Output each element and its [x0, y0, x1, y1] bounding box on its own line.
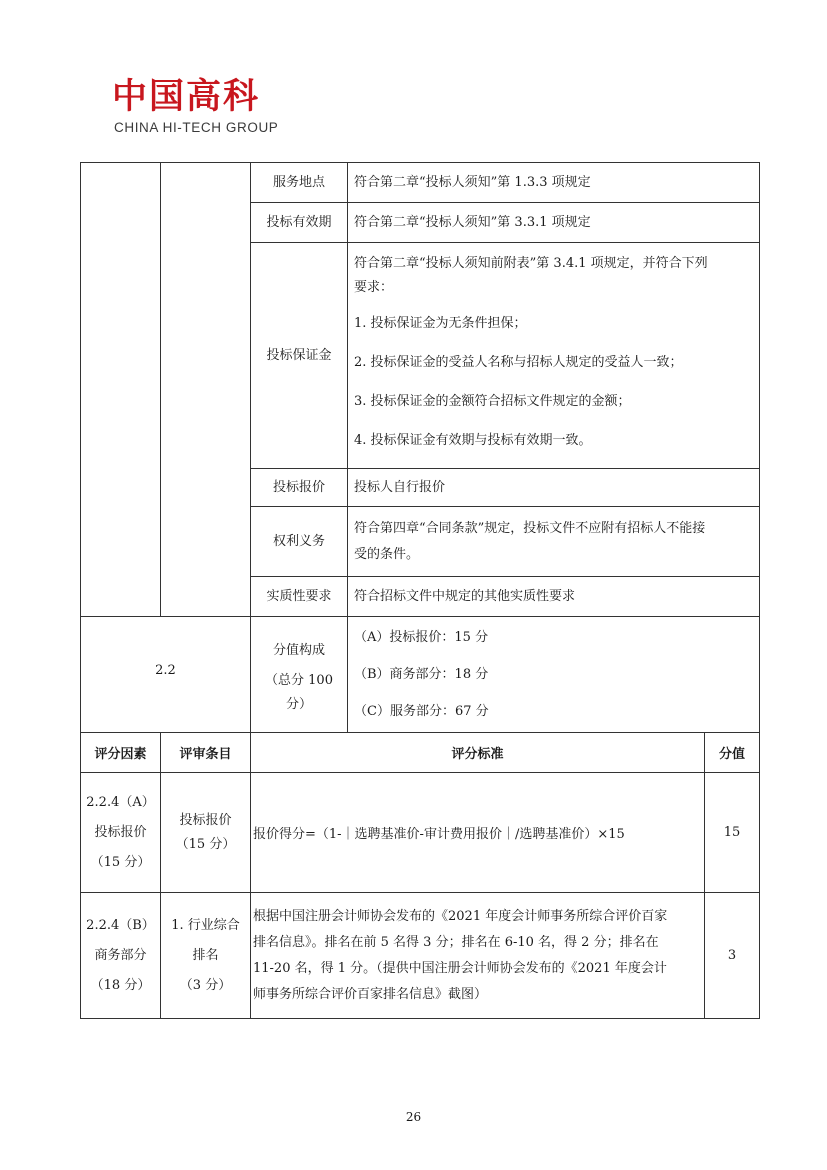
- item-line: （15 分）: [175, 836, 236, 852]
- eval-score: 3: [705, 893, 760, 1019]
- eval-factor: [81, 773, 161, 893]
- eval-row: [81, 893, 760, 1019]
- requirement-text: 投标人自行报价: [348, 469, 760, 507]
- factor-line: （15 分）: [90, 854, 151, 870]
- score-part: （B）商务部分：18 分: [354, 667, 489, 682]
- factor-line: 2.2.4（B）: [86, 917, 155, 933]
- text-line: 受的条件。: [354, 546, 420, 562]
- eval-item: [161, 773, 251, 893]
- eval-score: 15: [705, 773, 760, 893]
- score-composition-label: [251, 617, 348, 733]
- requirement-item: 实质性要求: [251, 577, 348, 617]
- blank-cell: [81, 163, 161, 617]
- requirement-text: 符合第二章“投标人须知”第 3.3.1 项规定: [348, 203, 760, 243]
- header-score: 分值: [705, 733, 760, 773]
- label-line: 分值构成: [272, 642, 325, 658]
- header-item: 评审条目: [161, 733, 251, 773]
- item-line: 投标报价: [179, 812, 232, 828]
- requirement-row: [81, 163, 760, 203]
- factor-line: 商务部分: [94, 947, 147, 963]
- eval-factor: [81, 893, 161, 1019]
- requirement-item: 投标有效期: [251, 203, 348, 243]
- factor-line: （18 分）: [90, 977, 151, 993]
- text-line: 3. 投标保证金的金额符合招标文件规定的金额；: [354, 393, 631, 409]
- header-standard: 评分标准: [251, 733, 705, 773]
- requirement-item: 投标报价: [251, 469, 348, 507]
- text-line: 符合第二章“投标人须知前附表”第 3.4.1 项规定，并符合下列: [354, 255, 708, 271]
- eval-header-row: [81, 733, 760, 773]
- logo-chinese-text: 中国高科: [112, 77, 261, 117]
- requirement-item: 服务地点: [251, 163, 348, 203]
- score-composition-row: [81, 617, 760, 733]
- eval-row: [81, 773, 760, 893]
- item-line: 排名: [192, 947, 219, 963]
- requirement-item: 投标保证金: [251, 243, 348, 469]
- requirement-item: 权利义务: [251, 507, 348, 577]
- eval-standard: [251, 893, 705, 1019]
- blank-cell: [161, 163, 251, 617]
- evaluation-table: [80, 162, 760, 1019]
- requirement-text: [348, 507, 760, 577]
- text-line: 2. 投标保证金的受益人名称与招标人规定的受益人一致；: [354, 354, 683, 370]
- requirement-text: [348, 243, 760, 469]
- requirement-text: 符合第二章“投标人须知”第 1.3.3 项规定: [348, 163, 760, 203]
- header-factor: 评分因素: [81, 733, 161, 773]
- label-line: 分）: [285, 696, 312, 712]
- score-part: （C）服务部分：67 分: [354, 704, 489, 719]
- text-line: 排名信息》。排名在前 5 名得 3 分；排名在 6-10 名，得 2 分；排名在: [253, 934, 659, 950]
- requirement-text: 符合招标文件中规定的其他实质性要求: [348, 577, 760, 617]
- page-number: 26: [405, 1110, 422, 1124]
- text-line: 4. 投标保证金有效期与投标有效期一致。: [354, 432, 592, 448]
- score-composition-parts: [348, 617, 760, 733]
- eval-standard: 报价得分=（1-｜选聘基准价-审计费用报价｜/选聘基准价）×15: [251, 773, 705, 893]
- score-part: （A）投标报价：15 分: [354, 630, 489, 645]
- factor-line: 投标报价: [94, 824, 147, 840]
- logo-english-text: CHINA HI-TECH GROUP: [114, 120, 279, 135]
- text-line: 师事务所综合评价百家排名信息》截图）: [253, 986, 488, 1002]
- text-line: 11-20 名，得 1 分。（提供中国注册会计师协会发布的《2021 年度会计: [253, 960, 667, 976]
- label-line: （总分 100: [265, 672, 333, 688]
- item-line: （3 分）: [179, 977, 232, 993]
- text-line: 要求：: [354, 279, 394, 295]
- item-line: 1. 行业综合: [171, 917, 240, 933]
- text-line: 符合第四章“合同条款”规定，投标文件不应附有招标人不能接: [354, 520, 706, 536]
- factor-line: 2.2.4（A）: [86, 794, 155, 810]
- eval-item: [161, 893, 251, 1019]
- clause-number: 2.2: [81, 617, 251, 733]
- company-logo: [112, 78, 278, 135]
- text-line: 根据中国注册会计师协会发布的《2021 年度会计师事务所综合评价百家: [253, 908, 668, 924]
- text-line: 1. 投标保证金为无条件担保；: [354, 315, 527, 331]
